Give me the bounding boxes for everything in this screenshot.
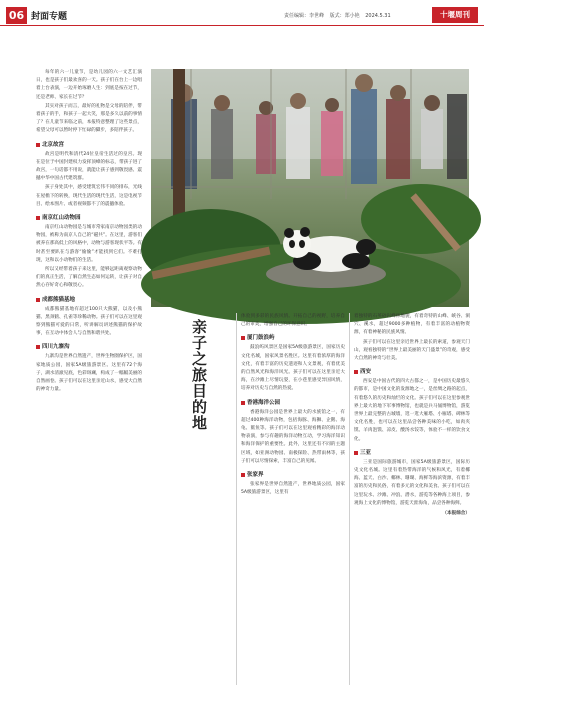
intro-paragraph-1: 每年的六一儿童节，是幼儿园的六一文艺汇演日，也是孩子们最欢喜的一天。孩子们在台上一边唱着上台表演，一边开始琢磨人生：到底是按在过节，还是老师、家长在过节？	[36, 70, 142, 100]
headline: 亲子之旅目的地	[190, 319, 208, 431]
column-4	[354, 313, 470, 519]
headline-divider	[236, 313, 237, 685]
section-heading-hongkong: 香港海洋公园	[241, 399, 345, 407]
section-paragraph: 所以又经带着孩子来这里，能够远距离观察动物们的真正生活，了解自然生态如何运转，让孩子对自然心存好奇心和敬畏心。	[36, 267, 142, 289]
page-number: 06	[6, 7, 27, 24]
credit-date: 2024.5.31	[365, 13, 391, 19]
section-paragraph: 鼓浪屿风景区是国家5A级旅游景区，国家历史文化名城，国家风景名胜区。这里有着浓厚的海洋文化，有着丰富的历史遗迹和人文景观，有着优美的自然风光和海洋风光。孩子们可以在这里亲近大海，在沙滩上尽情玩耍，在小巷里感受异国风情，培养对历史与自然的热爱。	[241, 345, 345, 392]
column-4-lead: 着独特的石英砂岩峰林地貌，有着奇特的山峰、峡谷、洞穴、溪水，超过9000多种植物，有着丰富的动植物资源，有着神秘的民族风情。	[354, 314, 470, 336]
section-heading-sanya: 三亚	[354, 449, 470, 457]
intro-paragraph-2: 其实对孩子而言，最好的礼物是父母的陪伴，带着孩子的手，和孩子一起大笑，那是多久以前的事情了？在儿童节来临之前，本报特意整理了这些景点，希望父母可以暂时停下忙碌的脚步，多陪伴孩子。	[36, 103, 142, 134]
column-4-lead-2: 孩子们可以在这里亲近世界上最长的索道，参观天门山，观看独特的“世界上最美丽的天门盛景”的奇观，感受大自然的神奇与壮美。	[354, 339, 470, 362]
section-heading-beijing: 北京故宫	[36, 141, 142, 149]
column-divider	[349, 313, 350, 685]
section-paragraph: 香港海洋公园是世界上最大的水族馆之一，有超过400种海洋动物，包括海豚、海狮、企鹅、海龟、鲨鱼等。孩子们可以在这里观看精彩的海洋动物表演，参与有趣的海洋动物互动，学习海洋知识和海洋保护的重要性。此外，这里还有不同的主题区域，如亚洲动物园、南极探险、热带雨林等，孩子们可以尽情探索，丰富自己的见闻。	[241, 409, 345, 464]
column-1	[36, 69, 142, 396]
section-paragraph: 张家界是世界自然遗产，世界地质公园，国家5A级旅游景区，这里有	[241, 482, 345, 496]
article-signature: （本报综合）	[442, 511, 470, 517]
credit-editor: 责任编辑：李世峰	[284, 13, 325, 19]
section-paragraph: 西安是中国古代的四大古都之一，是中国历史最悠久的都市，是中国文化的发源地之一，是丝绸之路的起点，有着悠久的历史和灿烂的文化。孩子们可以在这里参观世界上最大的地下军事博物馆，也就是兵马俑博物馆，游览世界上最完整的古城墙，逛一逛大雁塔、小雁塔、碑林等文化名胜，也可以在这里品尝各种美味的小吃，如肉夹馍、羊肉泡馍、凉皮、酸汤水饺等，体验不一样的饮食文化。	[354, 379, 470, 442]
section-heading-zhangjiajie: 张家界	[241, 471, 345, 479]
masthead	[0, 0, 484, 26]
section-heading-gulangyu: 厦门鼓浪屿	[241, 334, 345, 342]
section-heading-nanjing: 南京红山动物园	[36, 214, 142, 222]
column-3	[241, 313, 345, 498]
section-heading-chengdu: 成都熊猫基地	[36, 296, 142, 304]
section-paragraph: 孩子身处其中，感受建筑宏伟不同的排布，光线在屋檐下的转换，现代生活的现代生活，这是电视节目、绘本图片、或者视频都不了的震撼体验。	[36, 185, 142, 207]
headline-box	[178, 313, 232, 685]
credits	[284, 12, 395, 19]
section-paragraph: 成都熊猫基地有超过100只大熊猫，以及小熊猫、黑颈鹤、孔雀等珍稀动物。孩子们可以在这里观察到熊猫可爱的日常，听讲解员讲述熊猫的保护故事，在互动中体会人与自然和谐共处。	[36, 306, 142, 337]
section-heading-jiuzhaigou: 四川九寨沟	[36, 343, 142, 351]
credit-layout: 版式：郑小艳	[329, 13, 360, 19]
brand-logo: 十堰周刊	[432, 7, 478, 23]
column-3-lead: 体验到多彩的民族风情。开拓自己的视野，培养自己的审美，增强自己的环保意识。	[241, 314, 345, 328]
section-heading-xian: 西安	[354, 368, 470, 376]
section-paragraph: 南京红山动物园是与城市常家南京动物园类的动物园，被称为南京人自己的“磁共”。在这里，游客们被养在那高低上的风格中，动物与游客现状平等。有时甚至要趴在与游客“偷偷”才能找到它们。不难打现，这和以小动物们的生活。	[36, 225, 142, 263]
section-paragraph: 九寨沟是世界自然遗产，世界生物圈保护区，国家地质公园，国家5A级旅游景区。这里有72个海子，湖水清澈见底，色彩斑斓，构成了一幅幅美丽的自然画卷。孩子们可以在这里亲近山水，感受大自然的神奇力量。	[36, 354, 142, 393]
section-paragraph: 故宫是明代和清代24位皇帝生活过的皇宫。现在是位于中国封建权力发挥顶峰的标志，带孩子进了故宫，一句话都不用说，就能让孩子感到敬畏感、震撼中华中国古代建筑群。	[36, 151, 142, 182]
section-name: 封面专题	[31, 12, 68, 22]
section-paragraph: 三亚是国际旅游城市，国家5A级旅游景区，国际历史文化名城。这里有着热带海洋的气候和风光，有着椰海、蓝天、白沙、椰林、珊瑚、海鲜等海滨资源，有着丰富的历史和民俗，有着多元的文化和美食。孩子们可以在这里玩水、沙滩、冲浪、潜水，游览等各种海上项目，参观海上文化的博物馆，游览天涯海角，品尝各种海鲜。	[354, 459, 470, 506]
panda-photo-illustration	[151, 69, 469, 307]
photo-caption: 南京红山动物园	[575, 368, 579, 409]
